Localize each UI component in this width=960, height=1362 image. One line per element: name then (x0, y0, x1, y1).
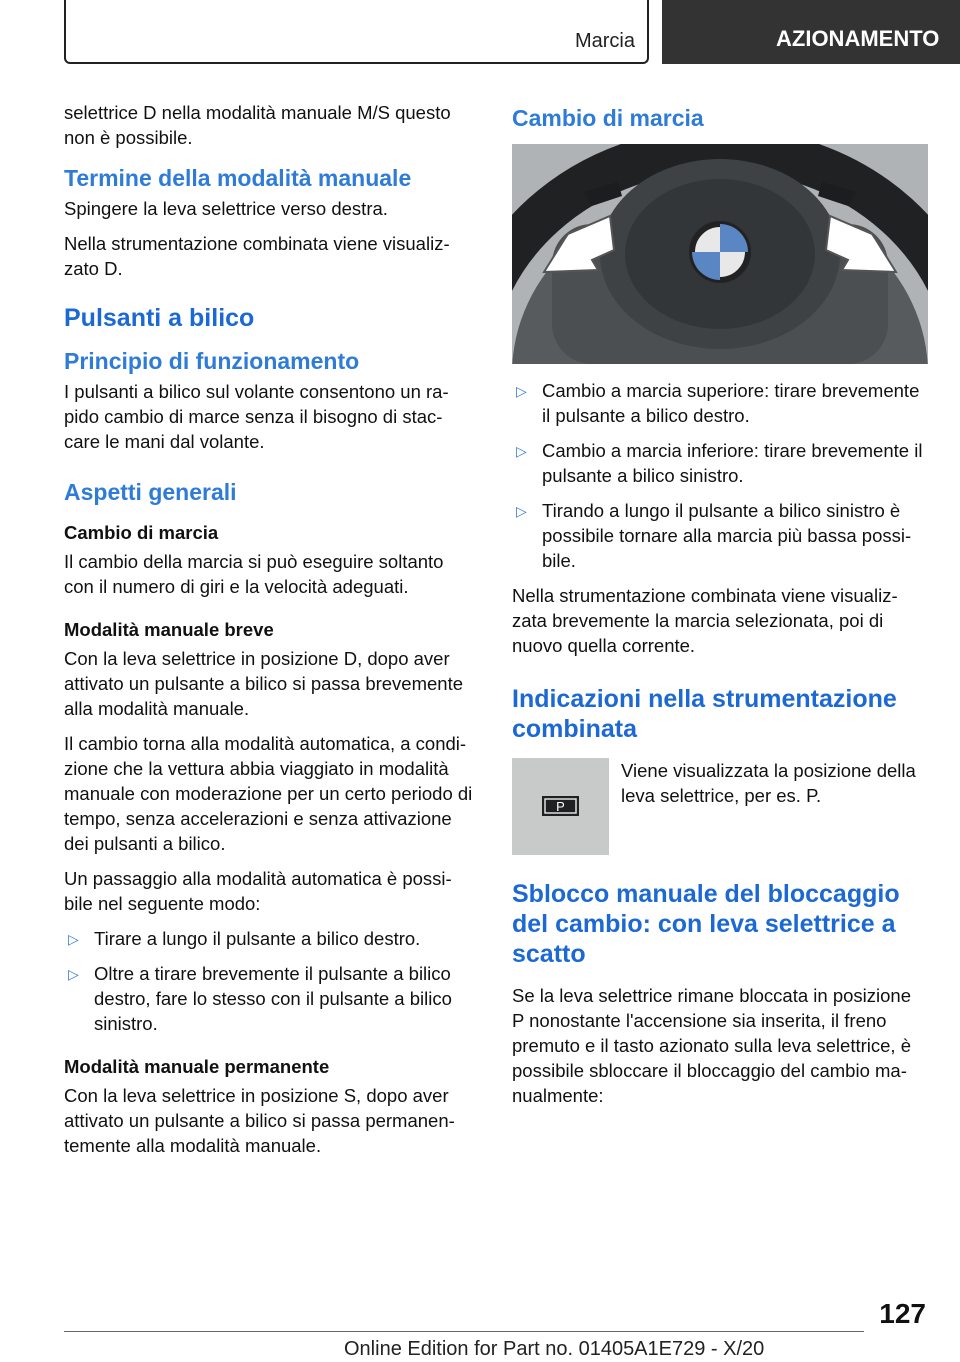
paragraph-cambio: Il cambio della marcia si può eseguire soltanto con il numero di giri e la velocità adeguati. (64, 551, 444, 597)
gear-indicator-display (512, 758, 609, 855)
indicator-figure-row (512, 758, 928, 855)
header-chapter-title: AZIONAMENTO (662, 0, 960, 64)
heading-cambio-marcia: Cambio di marcia (64, 522, 219, 543)
list-item: ▷ Cambio a marcia superiore: tirare brevemente il pulsante a bilico destro. (516, 380, 920, 426)
paragraph-strumentazione: Nella strumentazione combinata viene visualiz-zata brevemente la marcia selezionata, poi di nuovo quella corrente. (512, 585, 898, 656)
header-frame (64, 0, 649, 64)
paragraph-principio: I pulsanti a bilico sul volante consentono un ra-pido cambio di marce senza il bisogno di stac-care le mani dal volante. (64, 381, 449, 452)
heading-sblocco: Sblocco manuale del bloccaggio del cambio: con leva selettrice a scatto (512, 880, 900, 968)
heading-termine: Termine della modalità manuale (64, 165, 412, 191)
heading-permanente: Modalità manuale permanente (64, 1056, 330, 1077)
heading-principio: Principio di funzionamento (64, 348, 360, 374)
bullet-list-left (64, 926, 478, 1036)
heading-cambio-right: Cambio di marcia (512, 105, 704, 131)
paragraph-termine-2: Nella strumentazione combinata viene visualiz-zato D. (64, 233, 450, 279)
heading-indicazioni: Indicazioni nella strumentazione combinata (512, 685, 897, 743)
triangle-bullet-icon: ▷ (516, 383, 527, 399)
paragraph-breve-2: Il cambio torna alla modalità automatica, a condi-zione che la vettura abbia viaggiato in modalità manuale con moderazione per un certo periodo di tempo, senza accelerazioni e senza attivazione dei pulsanti a bilico. (64, 733, 473, 854)
heading-aspetti: Aspetti generali (64, 479, 237, 505)
list-item: ▷ Tirando a lungo il pulsante a bilico sinistro è possibile tornare alla marcia più bassa possi-bile. (516, 500, 912, 571)
heading-breve: Modalità manuale breve (64, 619, 274, 640)
paragraph-breve-3: Un passaggio alla modalità automatica è possi-bile nel seguente modo: (64, 868, 452, 914)
indicator-letter: P (556, 799, 565, 814)
list-item: ▷ Cambio a marcia inferiore: tirare brevemente il pulsante a bilico sinistro. (516, 440, 923, 486)
triangle-bullet-icon: ▷ (68, 966, 79, 982)
triangle-bullet-icon: ▷ (68, 931, 79, 947)
paragraph-termine-1: Spingere la leva selettrice verso destra. (64, 198, 388, 219)
footer-edition: Online Edition for Part no. 01405A1E729 - X/20 (344, 1338, 765, 1360)
paragraph-sblocco: Se la leva selettrice rimane bloccata in posizione P nonostante l'accensione sia inserita, il freno premuto e il tasto azionato sulla leva selettrice, è possibile sbloccare il bloccaggio del cambio ma-nualmente: (512, 985, 911, 1106)
footer-divider (64, 1331, 864, 1332)
list-item: ▷ Oltre a tirare brevemente il pulsante a bilico destro, fare lo stesso con il pulsante a bilico sinistro. (68, 963, 452, 1034)
intro-paragraph: selettrice D nella modalità manuale M/S questo non è possibile. (64, 102, 451, 148)
paragraph-permanente: Con la leva selettrice in posizione S, dopo aver attivato un pulsante a bilico si passa permanen-temente alla modalità manuale. (64, 1085, 455, 1156)
page-number: 127 (879, 1298, 926, 1329)
left-column (64, 100, 478, 1168)
bullet-list-right (512, 378, 928, 573)
list-item: ▷ Tirare a lungo il pulsante a bilico destro. (64, 926, 478, 951)
right-column (512, 100, 928, 1118)
heading-pulsanti: Pulsanti a bilico (64, 304, 255, 332)
paragraph-breve-1: Con la leva selettrice in posizione D, dopo aver attivato un pulsante a bilico si passa brevemente alla modalità manuale. (64, 648, 464, 719)
steering-wheel-illustration (512, 144, 928, 364)
triangle-bullet-icon: ▷ (516, 443, 527, 459)
header-section-title: Marcia (574, 30, 635, 52)
paragraph-indicazioni: Viene visualizzata la posizione della leva selettrice, per es. P. (621, 760, 916, 806)
triangle-bullet-icon: ▷ (516, 503, 527, 519)
